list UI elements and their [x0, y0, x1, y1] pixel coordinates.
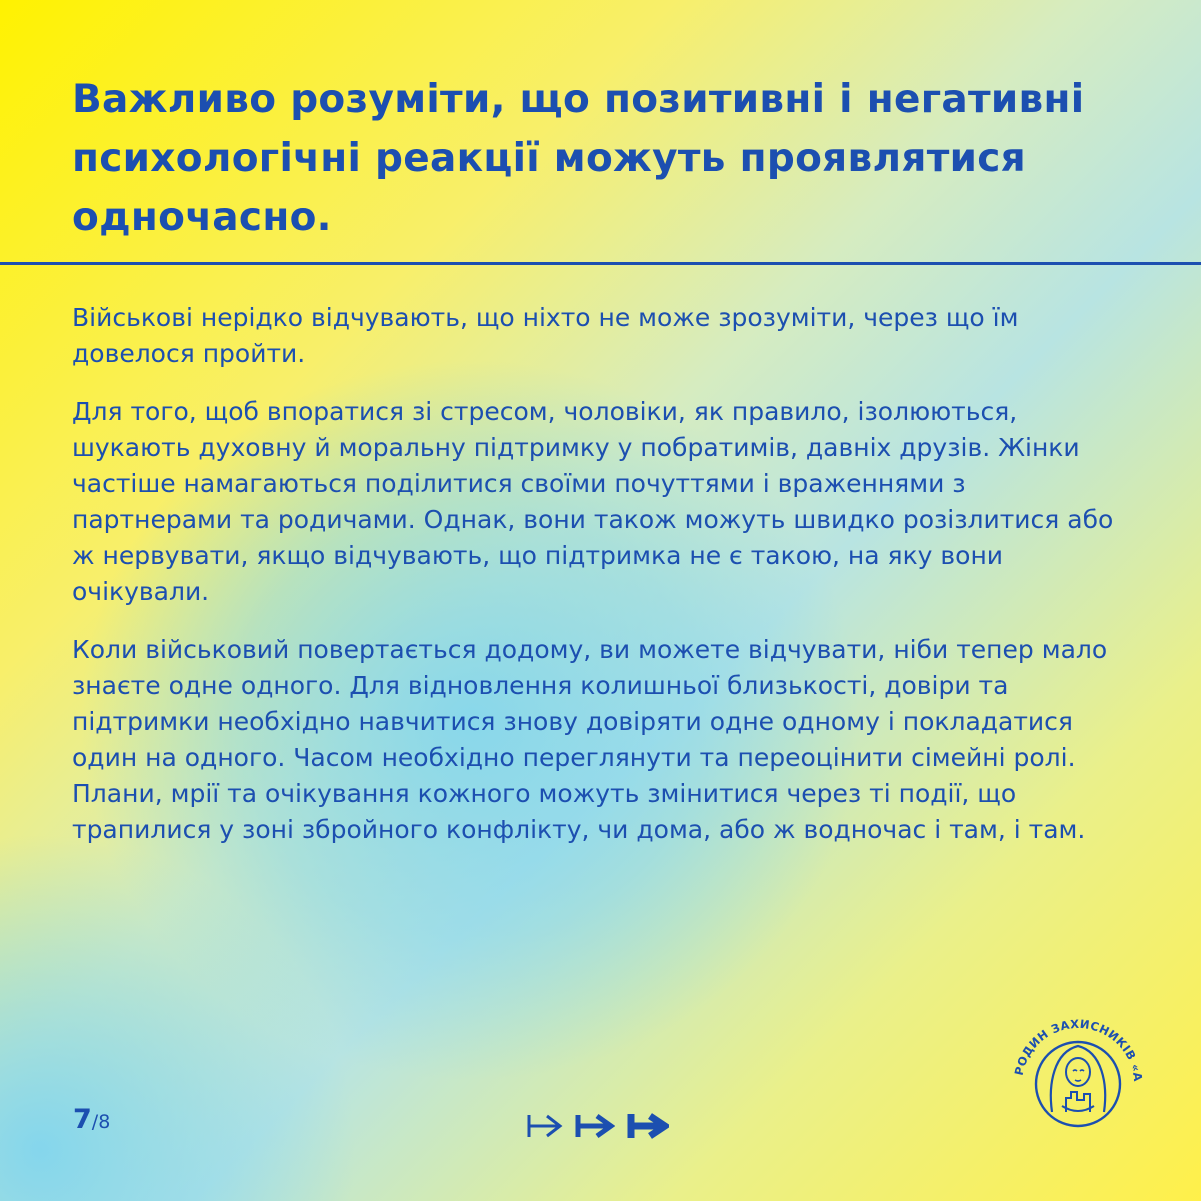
slide-heading: Важливо розуміти, що позитивні і негативні психологічні реакції можуть проявлятися одночасно. — [72, 77, 1085, 240]
association-logo — [1002, 992, 1152, 1156]
paragraph: Для того, щоб впоратися зі стресом, чоловіки, як правило, ізолюються, шукають духовну й моральну підтримку у побратимів, давніх друзів. Жінки частіше намагаються поділитися своїми почуттями і враженнями з партнерами та родичами. Однак, вони також можуть швидко розізлитися або ж нервувати, якщо відчувають, що підтримка не є такою, на яку вони очікували. — [72, 397, 1114, 606]
paragraph: Коли військовий повертається додому, ви можете відчувати, ніби тепер мало знаєте одне одного. Для відновлення колишньої близькості, довіри та підтримки необхідно навчитися знову довіряти одне одному і покладатися один на одного. Часом необхідно переглянути та переоцінити сімейні ролі. Плани, мрії та очікування кожного можуть змінитися через ті події, що трапилися у зоні збройного конфлікту, чи дома, або ж водночас і там, і там. — [72, 635, 1108, 844]
paragraph: Військові нерідко відчувають, що ніхто не може зрозуміти, через що їм довелося пройти. — [72, 303, 1019, 368]
swipe-arrows — [527, 1113, 669, 1139]
page-current: 7 — [73, 1104, 92, 1135]
page-counter — [73, 1104, 110, 1135]
arrow-right-icon — [627, 1113, 669, 1139]
arrow-right-icon — [527, 1113, 563, 1139]
page-total: /8 — [91, 1111, 111, 1133]
divider-line — [0, 262, 1201, 265]
svg-text:АСОЦІАЦІЯ РОДИН ЗАХИСНИКІВ «АЗ: РОДИН ЗАХИСНИКІВ «А — [1011, 1016, 1146, 1083]
arrow-right-icon — [575, 1113, 615, 1139]
body-text — [72, 300, 1122, 870]
